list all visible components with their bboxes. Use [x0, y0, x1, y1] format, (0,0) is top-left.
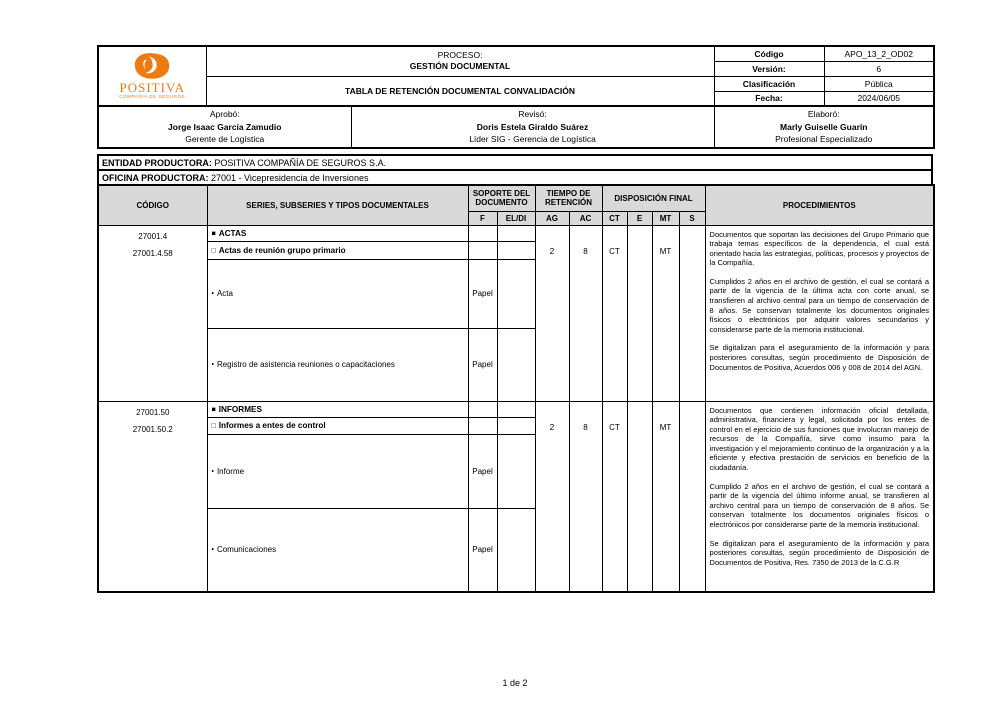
meta-label-clasificacion: Clasificación [714, 76, 824, 91]
oficina-productora-value: 27001 - Vicepresidencia de Inversiones [211, 172, 369, 183]
subseries-title: Informes a entes de control [218, 421, 326, 430]
soporte-f-value: Papel [468, 328, 497, 401]
procedimientos-cell [705, 225, 934, 401]
col-header-disposicion: DISPOSICIÓN FINAL [602, 185, 705, 211]
proceso-cell [206, 46, 714, 76]
procedimiento-paragraph: Se digitalizan para el aseguramiento de la información y para posteriores consultas, según procedimiento de Disposición de Documentos de Positiva, Acuerdos 006 y 008 de 2014 del AGN. [709, 343, 930, 372]
signature-name: Jorge Isaac García Zamudio [168, 121, 282, 132]
type-marker-icon: • [211, 546, 214, 554]
series-code: 27001.4 [138, 231, 168, 241]
series-title-row [207, 401, 468, 417]
document-type-row [207, 259, 468, 328]
type-marker-icon: • [211, 290, 214, 298]
subseries-title: Actas de reunión grupo primario [218, 245, 346, 255]
col-header-f: F [468, 211, 497, 225]
col-header-procedimientos: PROCEDIMIENTOS [705, 185, 934, 225]
retencion-ac-value: 8 [569, 401, 602, 592]
col-header-e: E [627, 211, 652, 225]
meta-label-version: Versión: [714, 61, 824, 76]
signature-title: Líder SIG - Gerencia de Logística [469, 134, 596, 145]
soporte-eldi-cell [497, 259, 535, 328]
document-type-row [207, 508, 468, 592]
signature-name: Marly Guiselle Guarín [780, 121, 868, 132]
soporte-f-cell [468, 225, 497, 241]
meta-label-fecha: Fecha: [714, 91, 824, 106]
col-header-series: SERIES, SUBSERIES Y TIPOS DOCUMENTALES [207, 185, 468, 225]
subseries-code: 27001.50.2 [132, 424, 173, 434]
signature-aprobo [98, 106, 351, 148]
page-number: 1 de 2 [502, 678, 528, 688]
disposicion-ct-value: CT [602, 401, 627, 592]
document-type-name: Registro de asistencia reuniones o capacitaciones [216, 360, 395, 369]
procedimiento-paragraph: Documentos que soportan las decisiones del Grupo Primario que trabaja temas específicos de la dependencia, el cual está orientado hacia las estrategias, políticas, procesos y proyectos de la Compañía. [709, 229, 930, 268]
soporte-f-cell [468, 401, 497, 417]
soporte-eldi-cell [497, 328, 535, 401]
proceso-value: GESTIÓN DOCUMENTAL [409, 61, 511, 72]
meta-value-version: 6 [824, 61, 934, 76]
signature-role: Elaboró: [807, 109, 840, 120]
subseries-code: 27001.4.58 [132, 248, 173, 258]
soporte-f-value: Papel [468, 508, 497, 592]
signature-elaboro [714, 106, 934, 148]
meta-label-codigo: Código [714, 46, 824, 61]
col-header-mt: MT [652, 211, 679, 225]
retencion-ac-value: 8 [569, 225, 602, 401]
document-header-table [97, 45, 935, 107]
retention-table [97, 184, 935, 593]
document-type-name: Comunicaciones [216, 545, 277, 555]
producer-table [97, 154, 933, 186]
signature-title: Gerente de Logística [185, 134, 265, 145]
soporte-eldi-cell [497, 417, 535, 434]
disposicion-s-value [679, 225, 705, 401]
col-header-soporte: SOPORTE DEL DOCUMENTO [468, 185, 535, 211]
subseries-marker-icon: □ [211, 247, 216, 254]
procedimientos-cell [705, 401, 934, 592]
disposicion-mt-value: MT [652, 225, 679, 401]
disposicion-e-value [627, 225, 652, 401]
document-type-row [207, 434, 468, 508]
meta-value-codigo: APO_13_2_OD02 [824, 46, 934, 61]
entidad-productora-label: ENTIDAD PRODUCTORA: [102, 157, 212, 168]
signature-title: Profesional Especializado [775, 134, 873, 145]
subseries-title-row [207, 241, 468, 259]
meta-value-clasificacion: Pública [824, 76, 934, 91]
document-type-name: Informe [216, 466, 245, 476]
soporte-eldi-cell [497, 401, 535, 417]
col-header-tiempo: TIEMPO DE RETENCIÓN [535, 185, 602, 211]
soporte-f-value: Papel [468, 434, 497, 508]
disposicion-mt-value: MT [652, 401, 679, 592]
col-header-ac: AC [569, 211, 602, 225]
series-code: 27001.50 [136, 407, 170, 417]
soporte-f-cell [468, 417, 497, 434]
oficina-productora-label: OFICINA PRODUCTORA: [102, 172, 209, 183]
signatures-table [97, 105, 935, 149]
document-page [97, 45, 933, 593]
codigo-cell [98, 225, 207, 401]
series-title-row [207, 225, 468, 241]
retencion-ag-value: 2 [535, 401, 569, 592]
entidad-productora-value: POSITIVA COMPAÑÍA DE SEGUROS S.A. [214, 157, 387, 168]
soporte-eldi-cell [497, 241, 535, 259]
procedimiento-paragraph: Cumplido 2 años en el archivo de gestión, el cual se contará a partir de la vigencia del último informe anual, se transfieren al archivo central para un tiempo de conservación de 8 años. Se conservan totalmente los documentos originales físicos o electrónicos por considerarse parte de la memoria institucional. [709, 481, 930, 530]
subseries-title-row [207, 417, 468, 434]
col-header-ct: CT [602, 211, 627, 225]
oficina-productora-row [98, 170, 932, 185]
soporte-eldi-cell [497, 508, 535, 592]
col-header-s: S [679, 211, 705, 225]
soporte-f-value: Papel [468, 259, 497, 328]
retencion-ag-value: 2 [535, 225, 569, 401]
logo-wordmark: POSITIVA [119, 80, 186, 95]
document-title: TABLA DE RETENCIÓN DOCUMENTAL CONVALIDACIÓN [206, 76, 714, 106]
logo-cell [98, 46, 206, 106]
positiva-logo-mark-icon [131, 52, 173, 82]
positiva-logo [99, 52, 206, 100]
entidad-productora-row [98, 155, 932, 170]
signature-role: Aprobó: [209, 109, 240, 120]
soporte-eldi-cell [497, 225, 535, 241]
series-marker-icon: ■ [211, 230, 216, 237]
series-title: ACTAS [218, 228, 247, 238]
col-header-eldi: EL/DI [497, 211, 535, 225]
disposicion-e-value [627, 401, 652, 592]
subseries-marker-icon: □ [211, 422, 216, 430]
signature-role: Revisó: [518, 109, 547, 120]
type-marker-icon: • [211, 361, 214, 369]
proceso-label: PROCESO: [437, 50, 483, 61]
series-marker-icon: ■ [211, 406, 216, 413]
codigo-cell [98, 401, 207, 592]
signature-name: Doris Estela Giraldo Suárez [476, 121, 589, 132]
type-marker-icon: • [211, 468, 214, 475]
procedimiento-paragraph: Cumplidos 2 años en el archivo de gestión, el cual se contará a partir de la vigencia de la última acta con corte anual, se transfieren al archivo central para un tiempo de conservación de 8 años. Se conservan totalmente los documentos originales físicos o electrónicos por adquirir valores secundarios y considerarse parte de la memoria institucional. [709, 276, 930, 334]
soporte-eldi-cell [497, 434, 535, 508]
document-type-name: Acta [216, 289, 233, 298]
document-type-row [207, 328, 468, 401]
disposicion-ct-value: CT [602, 225, 627, 401]
soporte-f-cell [468, 241, 497, 259]
col-header-codigo: CÓDIGO [98, 185, 207, 225]
disposicion-s-value [679, 401, 705, 592]
logo-tagline: COMPAÑÍA DE SEGUROS [119, 94, 186, 99]
signature-reviso [351, 106, 714, 148]
meta-value-fecha: 2024/06/05 [824, 91, 934, 106]
procedimiento-paragraph: Se digitalizan para el aseguramiento de la información y para posteriores consultas, según procedimiento de Disposición de Documentos de Positiva, Res. 7350 de 2013 de la C.G.R [709, 538, 930, 567]
series-title: INFORMES [218, 404, 262, 414]
col-header-ag: AG [535, 211, 569, 225]
procedimiento-paragraph: Documentos que contienen información oficial detallada, administrativa, financiera y legal, solicitada por los entes de control en el ejercicio de sus funciones que involucran manejo de recursos de la Compañía, sirve como insumo para la investigación y el mejoramiento continuo de la organización y a la eficiente y efectiva prestación de servicios en beneficio de la ciudadanía. [709, 405, 930, 473]
